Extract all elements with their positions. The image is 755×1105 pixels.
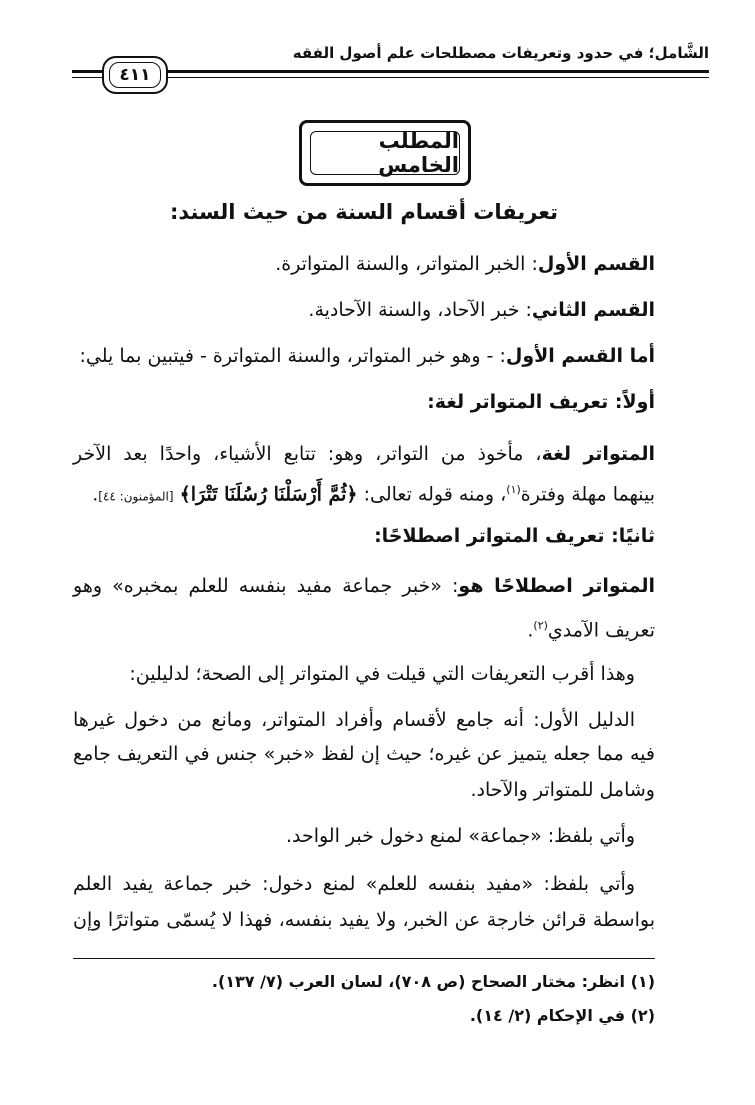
label: أولاً — [622, 391, 655, 413]
quran-verse: ﴿ثُمَّ أَرْسَلْنَا رُسُلَنَا تَتْرَا﴾ — [179, 483, 358, 506]
text: : خبر الآحاد، والسنة الآحادية. — [308, 299, 532, 321]
paragraph-technical-definition-line2: تعريف الآمدي$^{(٢)}$. — [527, 619, 655, 642]
footnote-2: (٢) في الإحكام (٢/ ١٤). — [469, 1006, 655, 1025]
paragraph-first-evidence-line2: فيه مما جعله يتميز عن غيره؛ حيث إن لفظ «خبر» جنس في التعريف جامع — [73, 743, 655, 765]
page-number: ٤١١ — [119, 65, 151, 85]
paragraph-first-section-intro — [73, 342, 655, 370]
text: ، ومنه قوله تعالى: — [363, 483, 507, 506]
text: بينهما مهلة وفترة — [520, 483, 655, 506]
paragraph-group-word: وأتي بلفظ: «جماعة» لمنع دخول خبر الواحد. — [285, 825, 635, 847]
label: أما القسم الأول — [505, 345, 655, 367]
label: المتواتر اصطلاحًا هو — [458, 575, 655, 597]
section-title: المطلب الخامس — [378, 129, 459, 177]
heading-firstly — [73, 388, 655, 416]
paragraph-first-evidence-line1: الدليل الأول: أنه جامع لأقسام وأفراد المتواتر، ومانع من دخول غيرها — [73, 709, 635, 731]
section-title-frame — [299, 120, 471, 186]
text: : «خبر جماعة مفيد بنفسه للعلم بمخبره» وهو — [73, 575, 459, 597]
paragraph-self-evident-line1: وأتي بلفظ: «مفيد بنفسه للعلم» لمنع دخول: خبر جماعة يفيد العلم — [73, 873, 635, 895]
text: تعريف الآمدي — [547, 619, 655, 642]
paragraph-linguistic-definition-line1 — [73, 440, 655, 468]
paragraph-linguistic-definition-line2: بينهما مهلة وفترة$^{(١)}$، ومنه قوله تعالى: ﴿ثُمَّ أَرْسَلْنَا رُسُلَنَا تَتْرَا﴾ [المؤمنون: ٤٤]. — [92, 483, 655, 506]
heading-secondly — [73, 522, 655, 550]
paragraph-first-evidence-line3: وشامل للمتواتر والآحاد. — [470, 779, 655, 801]
footnote-marker-1: (١) — [506, 483, 521, 496]
text: : تعريف المتواتر لغة: — [427, 391, 623, 413]
text: ، مأخوذ من التواتر، وهو: تتابع الأشياء، واحدًا بعد الآخر — [73, 443, 542, 465]
paragraph-first-section — [73, 250, 655, 278]
footnote-separator — [73, 958, 655, 959]
paragraph-second-section — [73, 296, 655, 324]
text: : الخبر المتواتر، والسنة المتواترة. — [275, 253, 538, 275]
section-subtitle: تعريفات أقسام السنة من حيث السند: — [169, 200, 559, 224]
label: المتواتر لغة — [541, 443, 656, 465]
footnote-1: (١) انظر: مختار الصحاح (ص ٧٠٨)، لسان العرب (٧/ ١٣٧). — [211, 972, 655, 991]
header-rule-left — [72, 70, 102, 73]
paragraph-self-evident-line2: بواسطة قرائن خارجة عن الخبر، ولا يفيد بنفسه، فهذا لا يُسمّى متواترًا وإن — [73, 909, 655, 931]
header-rule — [164, 70, 709, 73]
running-header-title: الشَّامل؛ في حدود وتعريفات مصطلحات علم أصول الفقه — [292, 44, 709, 62]
paragraph-technical-definition-line1 — [73, 572, 655, 600]
label: ثانيًا — [618, 525, 655, 547]
label: القسم الثاني — [531, 299, 655, 321]
verse-reference: [المؤمنون: ٤٤] — [98, 489, 174, 504]
label: القسم الأول — [537, 253, 655, 275]
paragraph-closest-definition: وهذا أقرب التعريفات التي قيلت في المتواتر إلى الصحة؛ لدليلين: — [129, 663, 635, 685]
page-number-frame — [102, 56, 168, 94]
header-rule-thin — [164, 77, 709, 78]
header-rule-left-thin — [72, 77, 102, 78]
text: : - وهو خبر المتواتر، والسنة المتواترة - فيتبين بما يلي: — [79, 345, 506, 367]
text: : تعريف المتواتر اصطلاحًا: — [374, 525, 619, 547]
footnote-marker-2: (٢) — [533, 619, 548, 632]
